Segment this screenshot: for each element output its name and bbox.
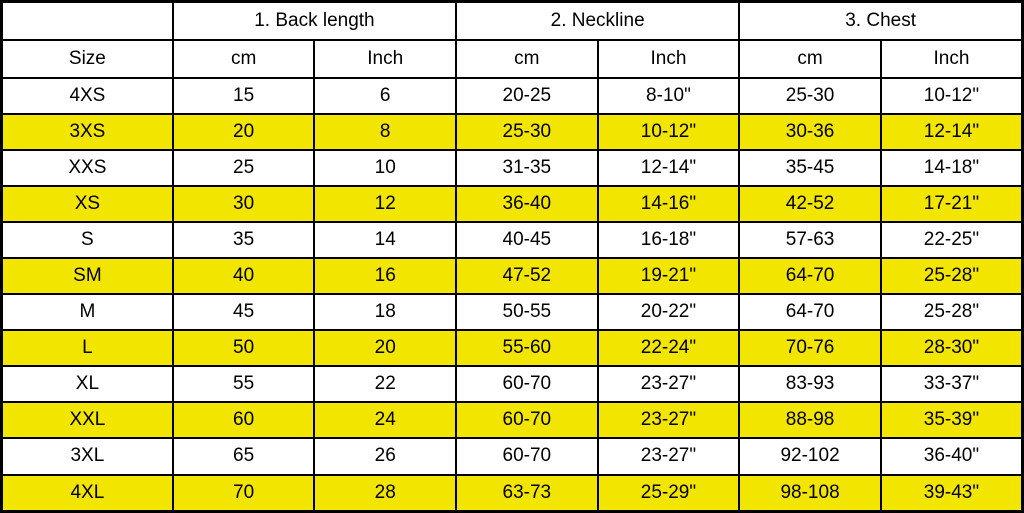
size-cell: 4XS [2,78,173,114]
measurement-cell: 23-27" [598,438,740,474]
table-row [2,78,1023,114]
measurement-cell: 28-30" [881,330,1023,366]
table-row [2,186,1023,222]
table-body [2,78,1023,512]
measurement-cell: 47-52 [456,258,598,294]
measurement-cell: 16-18" [598,222,740,258]
group-header-back-length: 1. Back length [173,2,456,41]
measurement-cell: 40 [173,258,315,294]
measurement-cell: 31-35 [456,150,598,186]
measurement-cell: 25-30 [456,114,598,150]
measurement-cell: 36-40" [881,438,1023,474]
measurement-cell: 98-108 [739,475,881,512]
measurement-cell: 22 [314,366,456,402]
group-header-neckline: 2. Neckline [456,2,739,41]
header-back-length-inch: Inch [314,40,456,78]
measurement-cell: 50-55 [456,294,598,330]
measurement-cell: 25-29" [598,475,740,512]
measurement-cell: 35 [173,222,315,258]
measurement-cell: 10 [314,150,456,186]
size-cell: 3XL [2,438,173,474]
table-row [2,475,1023,512]
size-cell: XXS [2,150,173,186]
measurement-cell: 63-73 [456,475,598,512]
table-row [2,438,1023,474]
measurement-cell: 6 [314,78,456,114]
measurement-cell: 60-70 [456,402,598,438]
measurement-cell: 45 [173,294,315,330]
size-cell: SM [2,258,173,294]
table-row [2,114,1023,150]
measurement-cell: 14-18" [881,150,1023,186]
table-row [2,366,1023,402]
unit-header-row [2,40,1023,78]
measurement-cell: 14 [314,222,456,258]
header-size: Size [2,40,173,78]
measurement-cell: 10-12" [881,78,1023,114]
measurement-cell: 22-25" [881,222,1023,258]
measurement-cell: 16 [314,258,456,294]
measurement-cell: 39-43" [881,475,1023,512]
header-chest-cm: cm [739,40,881,78]
measurement-cell: 83-93 [739,366,881,402]
size-cell: XS [2,186,173,222]
size-cell: XXL [2,402,173,438]
measurement-cell: 64-70 [739,258,881,294]
measurement-cell: 60-70 [456,438,598,474]
measurement-cell: 20-25 [456,78,598,114]
header-back-length-cm: cm [173,40,315,78]
table-row [2,258,1023,294]
measurement-cell: 55 [173,366,315,402]
table-row [2,402,1023,438]
group-header-row [2,2,1023,41]
size-cell: XL [2,366,173,402]
measurement-cell: 70 [173,475,315,512]
measurement-cell: 25-28" [881,258,1023,294]
size-cell: 4XL [2,475,173,512]
measurement-cell: 65 [173,438,315,474]
measurement-cell: 20 [173,114,315,150]
measurement-cell: 30 [173,186,315,222]
measurement-cell: 50 [173,330,315,366]
group-header-chest: 3. Chest [739,2,1022,41]
measurement-cell: 35-45 [739,150,881,186]
measurement-cell: 57-63 [739,222,881,258]
measurement-cell: 10-12" [598,114,740,150]
measurement-cell: 24 [314,402,456,438]
measurement-cell: 23-27" [598,366,740,402]
size-cell: 3XS [2,114,173,150]
measurement-cell: 55-60 [456,330,598,366]
header-chest-inch: Inch [881,40,1023,78]
table-row [2,222,1023,258]
measurement-cell: 12-14" [881,114,1023,150]
measurement-cell: 42-52 [739,186,881,222]
measurement-cell: 25-28" [881,294,1023,330]
measurement-cell: 8 [314,114,456,150]
measurement-cell: 14-16" [598,186,740,222]
corner-cell [2,2,173,41]
measurement-cell: 60-70 [456,366,598,402]
table-row [2,150,1023,186]
size-cell: L [2,330,173,366]
measurement-cell: 12-14" [598,150,740,186]
measurement-cell: 36-40 [456,186,598,222]
measurement-cell: 20-22" [598,294,740,330]
measurement-cell: 17-21" [881,186,1023,222]
size-cell: S [2,222,173,258]
measurement-cell: 60 [173,402,315,438]
measurement-cell: 15 [173,78,315,114]
header-neckline-cm: cm [456,40,598,78]
measurement-cell: 18 [314,294,456,330]
measurement-cell: 88-98 [739,402,881,438]
header-neckline-inch: Inch [598,40,740,78]
table-header [2,2,1023,79]
measurement-cell: 33-37" [881,366,1023,402]
measurement-cell: 26 [314,438,456,474]
measurement-cell: 22-24" [598,330,740,366]
measurement-cell: 40-45 [456,222,598,258]
measurement-cell: 30-36 [739,114,881,150]
measurement-cell: 28 [314,475,456,512]
measurement-cell: 8-10" [598,78,740,114]
measurement-cell: 23-27" [598,402,740,438]
measurement-cell: 19-21" [598,258,740,294]
measurement-cell: 25 [173,150,315,186]
size-cell: M [2,294,173,330]
measurement-cell: 64-70 [739,294,881,330]
table-row [2,330,1023,366]
measurement-cell: 20 [314,330,456,366]
measurement-cell: 25-30 [739,78,881,114]
measurement-cell: 35-39" [881,402,1023,438]
measurement-cell: 92-102 [739,438,881,474]
measurement-cell: 70-76 [739,330,881,366]
measurement-cell: 12 [314,186,456,222]
table-row [2,294,1023,330]
